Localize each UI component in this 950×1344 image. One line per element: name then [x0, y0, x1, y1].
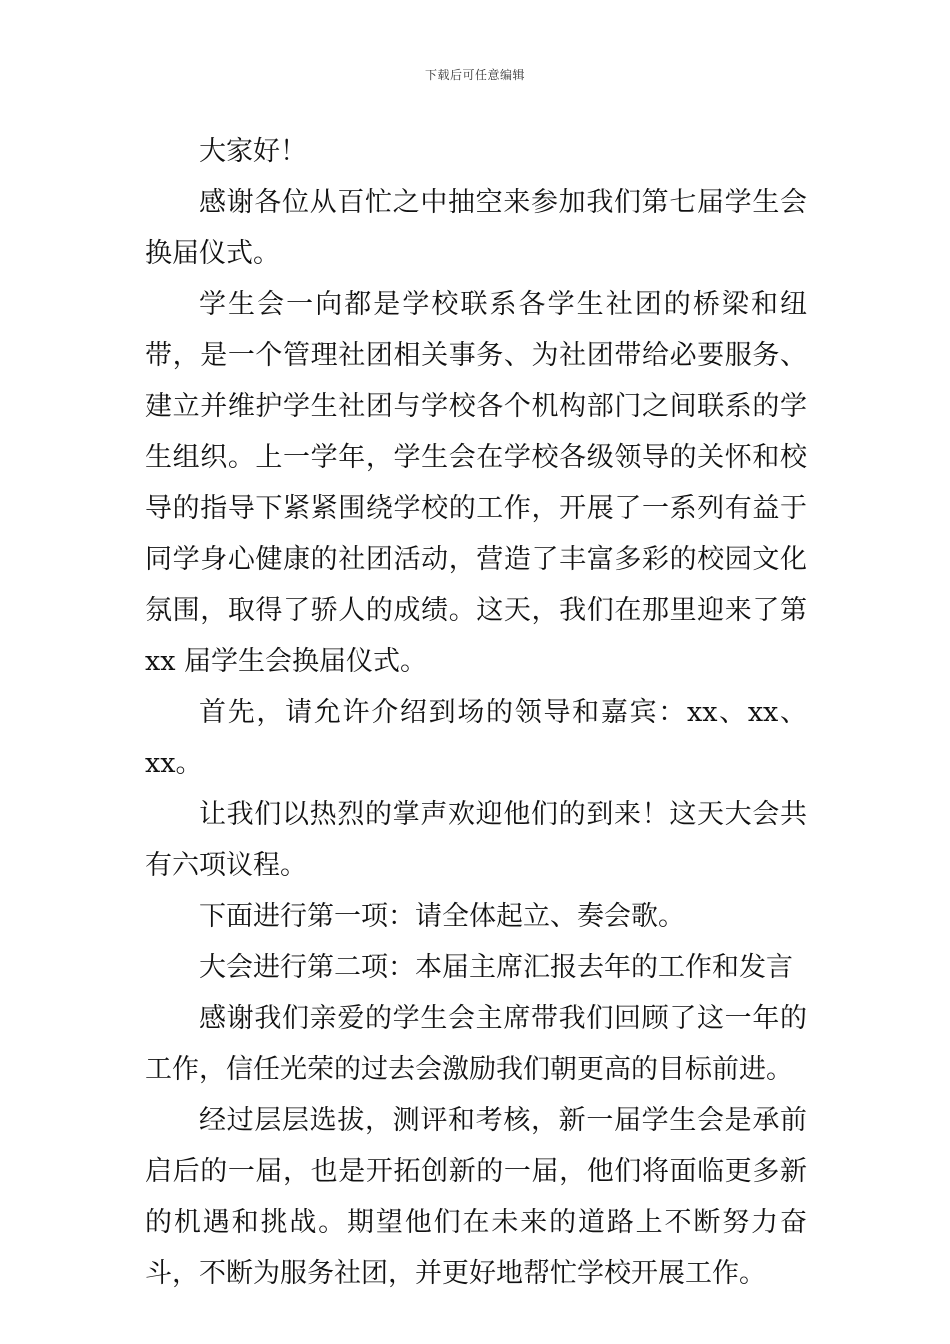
- page-header: 下载后可任意编辑: [424, 68, 525, 82]
- paragraph-thanks-chairman: 感谢我们亲爱的学生会主席带我们回顾了这一年的工作，信任光荣的过去会激励我们朝更高的目标前进。: [145, 1003, 807, 1085]
- paragraph-item-two: 大会进行第二项：本届主席汇报去年的工作和发言: [199, 952, 793, 983]
- document-body: [145, 126, 807, 1299]
- paragraph-new-union: 经过层层选拔，测评和考核，新一届学生会是承前启后的一届，也是开拓创新的一届，他们将面临更多新的机遇和挑战。期望他们在未来的道路上不断努力奋斗，不断为服务社团，并更好地帮忙学校开展工作。: [145, 1105, 807, 1289]
- paragraph-guest-introduction: 首先，请允许介绍到场的领导和嘉宾：xx、xx、xx。: [145, 697, 807, 779]
- paragraph-item-one: 下面进行第一项：请全体起立、奏会歌。: [199, 901, 685, 932]
- paragraph-thanks: 感谢各位从百忙之中抽空来参加我们第七届学生会换届仪式。: [145, 187, 807, 269]
- paragraph-greeting: 大家好！: [199, 136, 307, 167]
- paragraph-student-union-intro: 学生会一向都是学校联系各学生社团的桥梁和纽带，是一个管理社团相关事务、为社团带给必要服务、建立并维护学生社团与学校各个机构部门之间联系的学生组织。上一学年，学生会在学校各级领导的关怀和校导的指导下紧紧围绕学校的工作，开展了一系列有益于同学身心健康的社团活动，营造了丰富多彩的校园文化氛围，取得了骄人的成绩。这天，我们在那里迎来了第 xx 届学生会换届仪式。: [145, 289, 807, 677]
- paragraph-welcome-agenda: 让我们以热烈的掌声欢迎他们的到来！这天大会共有六项议程。: [145, 799, 807, 881]
